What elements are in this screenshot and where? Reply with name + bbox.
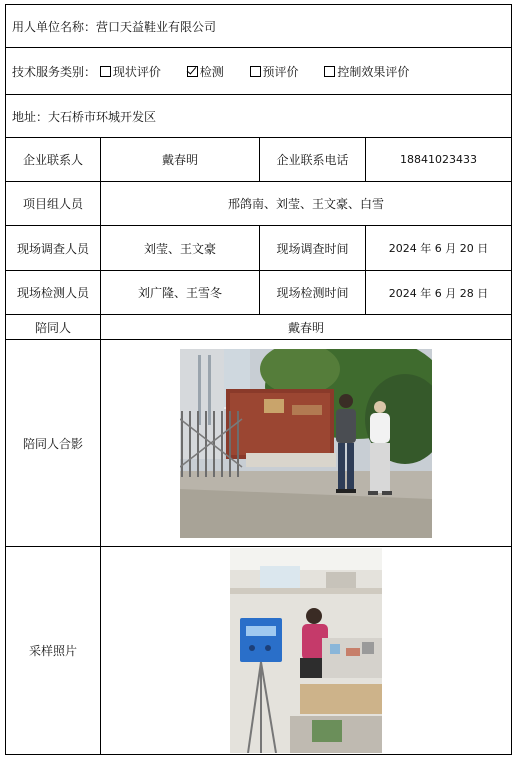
escort-name: 戴春明 [101,315,512,340]
team-row [6,182,512,226]
option-pre-evaluation[interactable]: 预评价 [250,65,299,79]
address-cell [6,95,512,138]
test-staff-label: 现场检测人员 [6,271,101,315]
address-row [6,95,512,138]
team-label: 项目组人员 [6,182,101,226]
test-row [6,271,512,315]
escort-group-photo [180,349,432,538]
unit-name: 营口天益鞋业有限公司 [96,19,217,34]
sampling-photo [230,548,382,753]
option-control-effect-evaluation[interactable]: 控制效果评价 [324,65,409,79]
service-label: 技术服务类别： [12,64,97,79]
escort-photo-row [6,340,512,547]
unit-row [6,5,512,48]
escort-photo-label: 陪同人合影 [6,340,101,547]
contact-row [6,138,512,182]
checkbox-current-evaluation[interactable] [100,66,111,77]
sampling-photo-cell [101,547,512,755]
option-testing[interactable]: 检测 [187,65,224,79]
address-label: 地址： [12,109,49,124]
service-row [6,48,512,95]
survey-staff: 刘莹、王文豪 [101,226,260,271]
contact-name: 戴春明 [101,138,260,182]
checkbox-pre-evaluation[interactable] [250,66,261,77]
checkbox-testing[interactable] [187,66,198,77]
escort-label: 陪同人 [6,315,101,340]
test-time-label: 现场检测时间 [260,271,366,315]
option-current-evaluation[interactable]: 现状评价 [100,65,161,79]
test-time: 2024 年 6 月 28 日 [366,271,512,315]
sampling-photo-row [6,547,512,755]
phone-value: 18841023433 [366,138,512,182]
unit-cell [6,5,512,48]
escort-row [6,315,512,340]
service-cell [6,48,512,95]
survey-row [6,226,512,271]
checkbox-control-effect-evaluation[interactable] [324,66,335,77]
survey-time-label: 现场调查时间 [260,226,366,271]
phone-label: 企业联系电话 [260,138,366,182]
escort-photo-cell [101,340,512,547]
record-table [5,4,512,755]
sampling-photo-label: 采样照片 [6,547,101,755]
survey-time: 2024 年 6 月 20 日 [366,226,512,271]
team-members: 邢鸽南、刘莹、王文豪、白雪 [101,182,512,226]
contact-label: 企业联系人 [6,138,101,182]
unit-label: 用人单位名称： [12,19,97,34]
survey-staff-label: 现场调查人员 [6,226,101,271]
address-value: 大石桥市环城开发区 [48,109,157,124]
test-staff: 刘广隆、王雪冬 [101,271,260,315]
